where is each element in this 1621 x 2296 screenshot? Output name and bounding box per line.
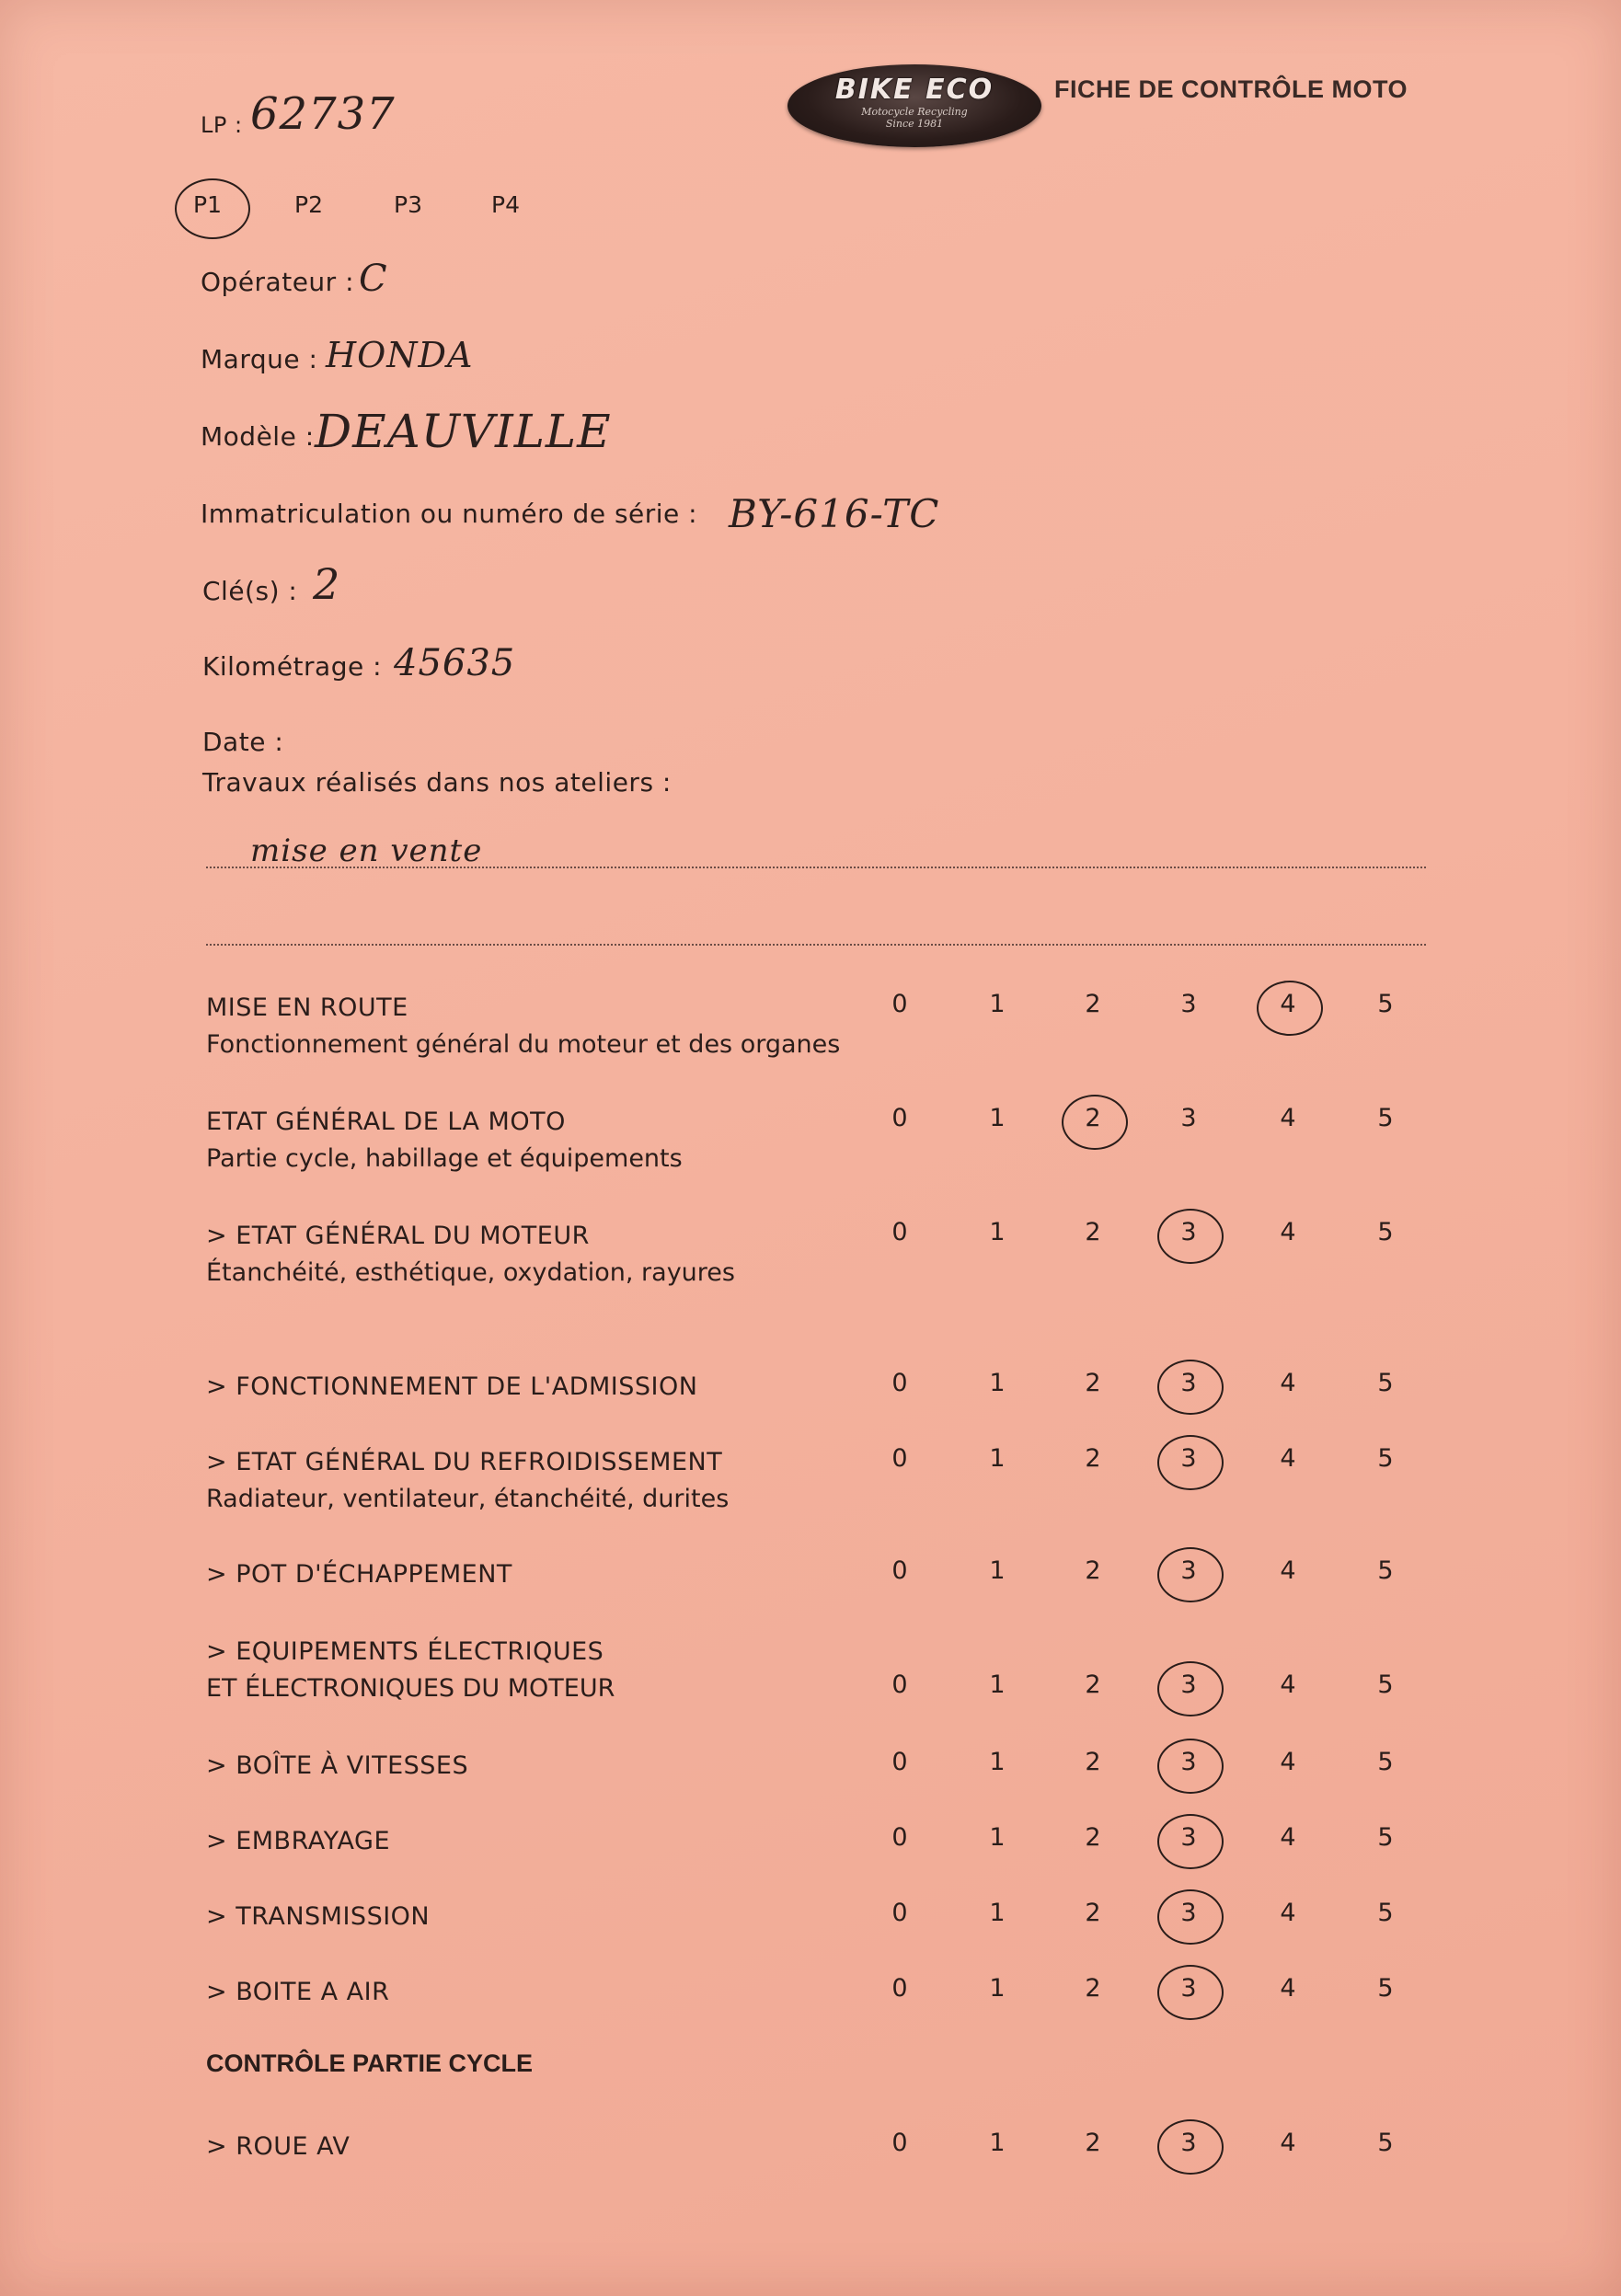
- rating-score-option-3[interactable]: 3: [1180, 1670, 1197, 1699]
- cycle-score-option-3[interactable]: 3: [1180, 2129, 1197, 2157]
- rating-score-option-2[interactable]: 2: [1085, 1974, 1101, 2003]
- rating-score-option-5[interactable]: 5: [1377, 1670, 1394, 1699]
- rating-score-option-4[interactable]: 4: [1280, 1556, 1296, 1585]
- rating-row-title: > BOÎTE À VITESSES: [206, 1751, 469, 1780]
- rating-selected-score-circle: [1157, 1965, 1224, 2020]
- page-option-p2[interactable]: P2: [294, 191, 323, 218]
- rating-selected-score-circle: [1157, 1814, 1224, 1869]
- rating-score-option-3[interactable]: 3: [1180, 1444, 1197, 1473]
- cycle-selected-score-circle: [1157, 2119, 1224, 2175]
- rating-score-option-3[interactable]: 3: [1180, 1823, 1197, 1852]
- rating-score-option-1[interactable]: 1: [989, 1369, 1006, 1397]
- rating-score-option-5[interactable]: 5: [1377, 1823, 1394, 1852]
- lp-value[interactable]: 62737: [250, 88, 396, 140]
- rating-score-option-0[interactable]: 0: [891, 1104, 908, 1132]
- rating-score-option-5[interactable]: 5: [1377, 1369, 1394, 1397]
- page-option-p1[interactable]: P1: [193, 191, 222, 218]
- rating-score-option-2[interactable]: 2: [1085, 1823, 1101, 1852]
- rating-score-option-5[interactable]: 5: [1377, 1899, 1394, 1927]
- cycle-score-option-1[interactable]: 1: [989, 2129, 1006, 2157]
- rating-score-option-2[interactable]: 2: [1085, 1899, 1101, 1927]
- kilometrage-value[interactable]: 45635: [394, 642, 516, 684]
- rating-score-option-0[interactable]: 0: [891, 1218, 908, 1246]
- cycle-score-option-0[interactable]: 0: [891, 2129, 908, 2157]
- rating-score-option-1[interactable]: 1: [989, 1670, 1006, 1699]
- bike-eco-logo: [788, 64, 1041, 147]
- section-title-partie-cycle: CONTRÔLE PARTIE CYCLE: [206, 2049, 534, 2077]
- rating-row-title: > BOITE A AIR: [206, 1978, 390, 2006]
- rating-score-option-1[interactable]: 1: [989, 1748, 1006, 1776]
- rating-row-title: > ETAT GÉNÉRAL DU REFROIDISSEMENT: [206, 1448, 723, 1476]
- travaux-value[interactable]: mise en vente: [250, 832, 483, 869]
- cycle-score-option-5[interactable]: 5: [1377, 2129, 1394, 2157]
- rating-score-option-4[interactable]: 4: [1280, 1104, 1296, 1132]
- rating-selected-score-circle: [1157, 1661, 1224, 1716]
- page-option-p3[interactable]: P3: [394, 191, 422, 218]
- rating-score-option-2[interactable]: 2: [1085, 1444, 1101, 1473]
- rating-score-option-3[interactable]: 3: [1180, 1899, 1197, 1927]
- rating-score-option-2[interactable]: 2: [1085, 1369, 1101, 1397]
- rating-score-option-4[interactable]: 4: [1280, 1899, 1296, 1927]
- rating-score-option-4[interactable]: 4: [1280, 1748, 1296, 1776]
- date-label: Date :: [202, 727, 284, 757]
- marque-value[interactable]: HONDA: [326, 335, 474, 375]
- rating-score-option-4[interactable]: 4: [1280, 990, 1296, 1018]
- rating-row-subtitle: ET ÉLECTRONIQUES DU MOTEUR: [206, 1674, 615, 1703]
- rating-score-option-5[interactable]: 5: [1377, 1556, 1394, 1585]
- rating-score-option-0[interactable]: 0: [891, 1974, 908, 2003]
- rating-row-subtitle: Étanchéité, esthétique, oxydation, rayures: [206, 1258, 735, 1287]
- rating-score-option-4[interactable]: 4: [1280, 1369, 1296, 1397]
- rating-score-option-4[interactable]: 4: [1280, 1823, 1296, 1852]
- rating-row-title: > FONCTIONNEMENT DE L'ADMISSION: [206, 1372, 698, 1401]
- rating-score-option-4[interactable]: 4: [1280, 1218, 1296, 1246]
- lp-label: LP :: [201, 112, 243, 138]
- rating-score-option-2[interactable]: 2: [1085, 1104, 1101, 1132]
- rating-selected-score-circle: [1157, 1209, 1224, 1264]
- rating-score-option-0[interactable]: 0: [891, 1899, 908, 1927]
- logo-brand: BIKE ECO: [834, 74, 994, 106]
- rating-row-title: > ETAT GÉNÉRAL DU MOTEUR: [206, 1222, 590, 1250]
- rating-score-option-1[interactable]: 1: [989, 1556, 1006, 1585]
- rating-score-option-5[interactable]: 5: [1377, 1748, 1394, 1776]
- rating-score-option-1[interactable]: 1: [989, 1974, 1006, 2003]
- rating-score-option-4[interactable]: 4: [1280, 1670, 1296, 1699]
- rating-row-title: > EMBRAYAGE: [206, 1827, 390, 1855]
- rating-selected-score-circle: [1157, 1547, 1224, 1602]
- rating-score-option-1[interactable]: 1: [989, 1823, 1006, 1852]
- immatriculation-label: Immatriculation ou numéro de série :: [201, 499, 698, 529]
- rating-score-option-2[interactable]: 2: [1085, 1218, 1101, 1246]
- rating-score-option-0[interactable]: 0: [891, 1556, 908, 1585]
- rating-score-option-1[interactable]: 1: [989, 1444, 1006, 1473]
- rating-row-title: > TRANSMISSION: [206, 1902, 431, 1931]
- cles-value[interactable]: 2: [313, 559, 341, 609]
- logo-line1: Motocycle Recycling: [861, 106, 968, 118]
- cycle-row-title: > ROUE AV: [206, 2132, 351, 2161]
- cles-label: Clé(s) :: [202, 576, 298, 606]
- operateur-value[interactable]: C: [359, 258, 388, 300]
- rating-score-option-0[interactable]: 0: [891, 1748, 908, 1776]
- cycle-score-option-4[interactable]: 4: [1280, 2129, 1296, 2157]
- rating-score-option-1[interactable]: 1: [989, 1218, 1006, 1246]
- rating-score-option-1[interactable]: 1: [989, 1899, 1006, 1927]
- page-option-p4[interactable]: P4: [491, 191, 520, 218]
- travaux-line-2[interactable]: [206, 944, 1426, 946]
- rating-score-option-3[interactable]: 3: [1180, 1556, 1197, 1585]
- rating-selected-score-circle: [1157, 1435, 1224, 1490]
- rating-score-option-0[interactable]: 0: [891, 1369, 908, 1397]
- rating-row-subtitle: Radiateur, ventilateur, étanchéité, durites: [206, 1485, 730, 1513]
- rating-selected-score-circle: [1157, 1889, 1224, 1945]
- rating-row-title: MISE EN ROUTE: [206, 993, 408, 1022]
- page-title: FICHE DE CONTRÔLE MOTO: [1054, 75, 1408, 103]
- rating-row-title: > EQUIPEMENTS ÉLECTRIQUES: [206, 1637, 604, 1666]
- rating-score-option-2[interactable]: 2: [1085, 990, 1101, 1018]
- cycle-score-option-2[interactable]: 2: [1085, 2129, 1101, 2157]
- rating-selected-score-circle: [1157, 1739, 1224, 1794]
- rating-selected-score-circle: [1062, 1095, 1128, 1150]
- rating-score-option-5[interactable]: 5: [1377, 990, 1394, 1018]
- immatriculation-value[interactable]: BY-616-TC: [729, 491, 940, 536]
- rating-score-option-2[interactable]: 2: [1085, 1748, 1101, 1776]
- rating-score-option-3[interactable]: 3: [1180, 1218, 1197, 1246]
- modele-label: Modèle :: [201, 421, 315, 452]
- logo-line2: Since 1981: [885, 118, 944, 130]
- rating-score-option-3[interactable]: 3: [1180, 1369, 1197, 1397]
- rating-score-option-2[interactable]: 2: [1085, 1556, 1101, 1585]
- rating-score-option-0[interactable]: 0: [891, 990, 908, 1018]
- rating-row-title: ETAT GÉNÉRAL DE LA MOTO: [206, 1108, 566, 1136]
- rating-row-subtitle: Fonctionnement général du moteur et des organes: [206, 1030, 841, 1059]
- rating-score-option-0[interactable]: 0: [891, 1444, 908, 1473]
- rating-score-option-0[interactable]: 0: [891, 1670, 908, 1699]
- marque-label: Marque :: [201, 344, 318, 374]
- rating-score-option-5[interactable]: 5: [1377, 1104, 1394, 1132]
- rating-score-option-5[interactable]: 5: [1377, 1974, 1394, 2003]
- rating-score-option-4[interactable]: 4: [1280, 1444, 1296, 1473]
- rating-selected-score-circle: [1157, 1360, 1224, 1415]
- operateur-label: Opérateur :: [201, 267, 355, 297]
- rating-score-option-4[interactable]: 4: [1280, 1974, 1296, 2003]
- rating-score-option-2[interactable]: 2: [1085, 1670, 1101, 1699]
- rating-score-option-5[interactable]: 5: [1377, 1218, 1394, 1246]
- rating-selected-score-circle: [1257, 981, 1323, 1036]
- rating-score-option-1[interactable]: 1: [989, 1104, 1006, 1132]
- rating-score-option-3[interactable]: 3: [1180, 1104, 1197, 1132]
- rating-score-option-3[interactable]: 3: [1180, 1748, 1197, 1776]
- rating-score-option-3[interactable]: 3: [1180, 1974, 1197, 2003]
- kilometrage-label: Kilométrage :: [202, 651, 383, 682]
- rating-row-title: > POT D'ÉCHAPPEMENT: [206, 1560, 512, 1589]
- rating-row-subtitle: Partie cycle, habillage et équipements: [206, 1144, 683, 1173]
- rating-score-option-3[interactable]: 3: [1180, 990, 1197, 1018]
- modele-value[interactable]: DEAUVILLE: [315, 405, 612, 458]
- rating-score-option-5[interactable]: 5: [1377, 1444, 1394, 1473]
- rating-score-option-1[interactable]: 1: [989, 990, 1006, 1018]
- rating-score-option-0[interactable]: 0: [891, 1823, 908, 1852]
- travaux-label: Travaux réalisés dans nos ateliers :: [202, 767, 672, 798]
